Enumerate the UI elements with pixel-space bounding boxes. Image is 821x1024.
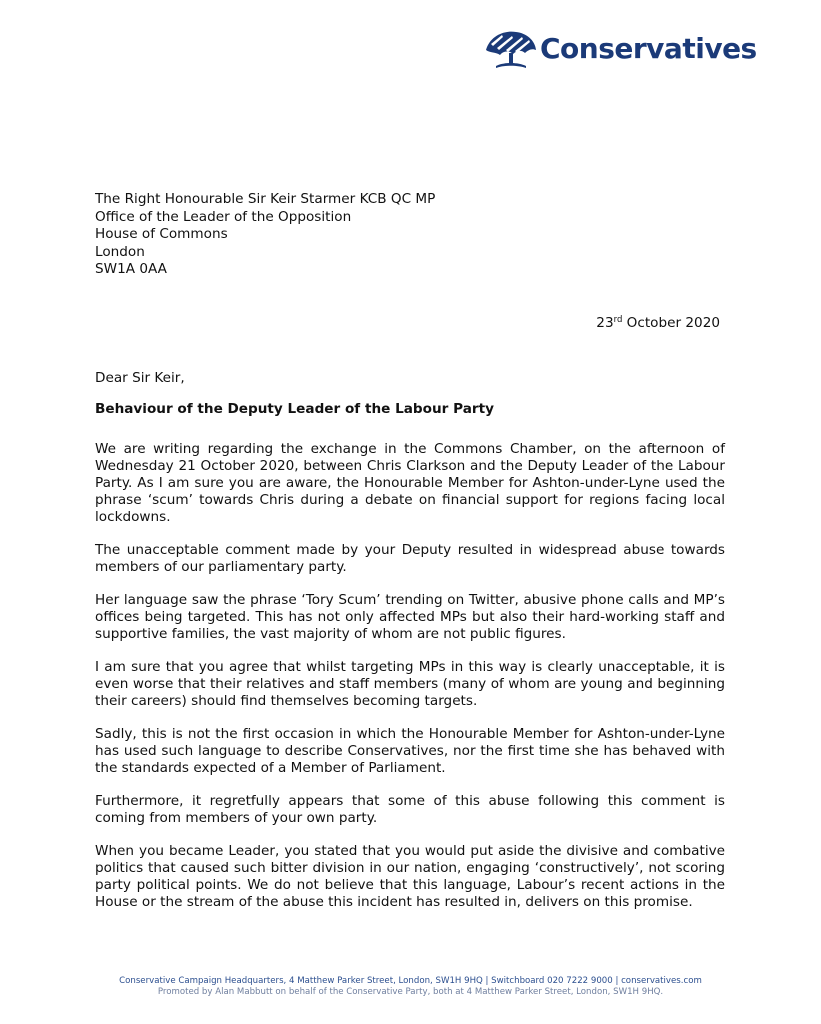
body-paragraph: When you became Leader, you stated that you would put aside the divisive and combative politics that caused such bitter division in our nation, engaging ‘constructively’, not scoring party political points. We do not believe that this language, Labour’s recent actions in the House or the stream of the abuse this incident has resulted in, delivers on this promise. [95, 843, 725, 910]
brand-name: Conservatives [540, 32, 757, 65]
salutation: Dear Sir Keir, [95, 370, 185, 386]
date-suffix: rd [613, 315, 623, 325]
address-line: The Right Honourable Sir Keir Starmer KCB QC MP [95, 191, 436, 207]
body-paragraph: Her language saw the phrase ‘Tory Scum’ trending on Twitter, abusive phone calls and MP’s offices being targeted. This has not only affected MPs but also their hard-working staff and supportive families, the vast majority of whom are not public figures. [95, 592, 725, 642]
footer-imprint: Promoted by Alan Mabbutt on behalf of the Conservative Party, both at 4 Matthew Parker Street, London, SW1H 9HQ. [157, 987, 664, 997]
body-paragraph: I am sure that you agree that whilst targeting MPs in this way is clearly unacceptable, it is even worse that their relatives and staff members (many of whom are young and beginning their careers) should find themselves becoming targets. [95, 659, 725, 709]
letter-date [596, 315, 720, 331]
letter-footer [0, 976, 821, 998]
address-line: London [95, 243, 145, 260]
address-line: Office of the Leader of the Opposition [95, 208, 352, 225]
address-line: House of Commons [95, 226, 228, 242]
recipient-address [95, 191, 435, 279]
body-paragraph: We are writing regarding the exchange in the Commons Chamber, on the afternoon of Wednesday 21 October 2020, between Chris Clarkson and the Deputy Leader of the Labour Party. As I am sure you are aware, the Honourable Member for Ashton-under-Lyne used the phrase ‘scum’ towards Chris during a debate on financial support for regions facing local lockdowns. [95, 441, 725, 525]
body-paragraph: The unacceptable comment made by your Deputy resulted in widespread abuse towards members of our parliamentary party. [95, 542, 725, 575]
conservatives-logo [482, 24, 782, 74]
body-paragraph: Sadly, this is not the first occasion in which the Honourable Member for Ashton-under-Lyne has used such language to describe Conservatives, nor the first time she has behaved with the standards expected of a Member of Parliament. [95, 726, 725, 776]
address-line: SW1A 0AA [95, 261, 167, 277]
footer-address: Conservative Campaign Headquarters, 4 Matthew Parker Street, London, SW1H 9HQ | Switchboard 020 7222 9000 | conservatives.com [119, 976, 702, 986]
letter-body [95, 441, 725, 927]
subject-heading: Behaviour of the Deputy Leader of the Labour Party [95, 401, 494, 417]
date-day: 23 [596, 315, 614, 331]
oak-tree-icon [482, 26, 538, 72]
body-paragraph: Furthermore, it regretfully appears that some of this abuse following this comment is coming from members of your own party. [95, 793, 725, 826]
date-rest: October 2020 [622, 315, 720, 331]
